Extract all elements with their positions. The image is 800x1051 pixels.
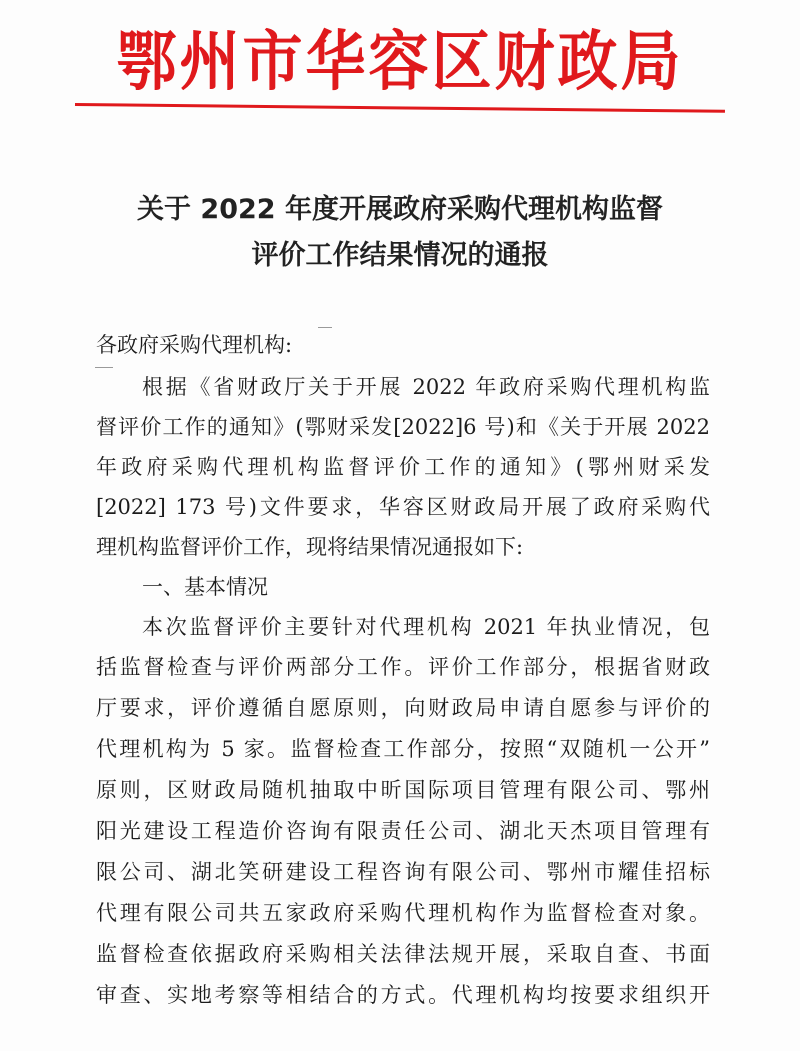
paragraph-1-line-5: 理机构监督评价工作，现将结果情况通报如下: (96, 535, 524, 559)
paragraph-2-line-1: 本次监督评价主要针对代理机构 2021 年执业情况，包 (142, 615, 710, 639)
paragraph-2-line-3: 厅要求，评价遵循自愿原则，向财政局申请自愿参与评价的 (96, 696, 710, 720)
paragraph-2-line-7: 限公司、湖北笑研建设工程咨询有限公司、鄂州市耀佳招标 (96, 860, 710, 884)
paragraph-2-line-9: 监督检查依据政府采购相关法律法规开展，采取自查、书面 (96, 942, 710, 966)
section-1-heading: 一、基本情况 (142, 575, 268, 599)
document-title-line-1: 关于 2022 年度开展政府采购代理机构监督 (137, 194, 663, 225)
paragraph-1-line-2: 督评价工作的通知》(鄂财采发[2022]6 号)和《关于开展 2022 (96, 415, 710, 439)
paragraph-2-line-2: 括监督检查与评价两部分工作。评价工作部分，根据省财政 (96, 655, 710, 679)
document-title-line-2: 评价工作结果情况的通报 (251, 240, 549, 271)
paragraph-2-line-6: 阳光建设工程造价咨询有限责任公司、湖北天杰项目管理有 (96, 819, 710, 843)
scan-mark (95, 367, 113, 368)
paragraph-2-line-10: 审查、实地考察等相结合的方式。代理机构均按要求组织开 (96, 983, 710, 1007)
paragraph-1-line-1: 根据《省财政厅关于开展 2022 年政府采购代理机构监 (142, 375, 710, 399)
letterhead-org-name: 鄂州市华容区财政局 (116, 24, 684, 100)
paragraph-2-line-4: 代理机构为 5 家。监督检查工作部分，按照“双随机一公开” (96, 737, 710, 761)
paragraph-2-line-8: 代理有限公司共五家政府采购代理机构作为监督检查对象。 (96, 901, 710, 925)
scan-mark (318, 327, 332, 328)
paragraph-1-line-4: [2022] 173 号)文件要求，华容区财政局开展了政府采购代 (96, 495, 710, 519)
salutation: 各政府采购代理机构: (96, 333, 293, 357)
paragraph-1-line-3: 年政府采购代理机构监督评价工作的通知》(鄂州财采发 (96, 455, 710, 479)
paragraph-2-line-5: 原则，区财政局随机抽取中昕国际项目管理有限公司、鄂州 (96, 778, 710, 802)
